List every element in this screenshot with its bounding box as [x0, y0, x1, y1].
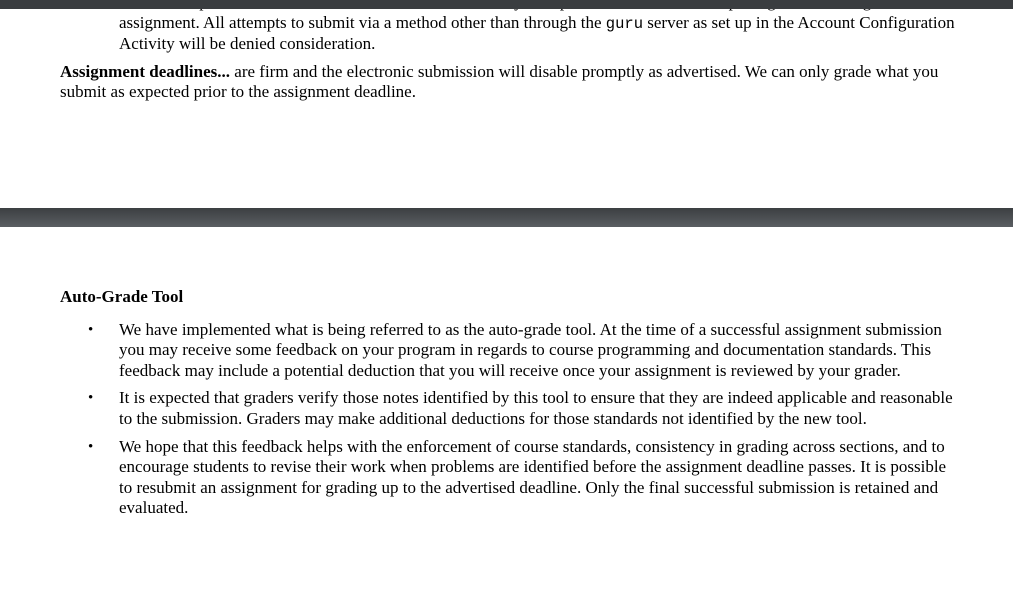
- bullet-list: [0, 320, 1013, 519]
- list-item-text: We hope that this feedback helps with the enforcement of course standards, consistency in grading across sections, and to encourage students to revise their work when problems are identified before the assignment deadline passes. It is possible to resubmit an assignment for grading up to the advertised deadline. Only the final successful submission is retained and evaluated.: [119, 436, 947, 518]
- paragraph: [0, 62, 1013, 103]
- list-item-text: It is expected that graders verify those notes identified by this tool to ensure that they are indeed applicable and reasonable to the submission. Graders may make additional deductions for those standards not identified by the new tool.: [119, 388, 953, 428]
- page-gap: [0, 208, 1013, 227]
- bullet-icon: •: [88, 438, 94, 455]
- bullet-text-part: assignment. All attempts to submit via a method other than through the: [119, 12, 602, 32]
- document-page: [0, 227, 1013, 593]
- bullet-icon: •: [88, 321, 94, 338]
- list-item: [0, 320, 1013, 382]
- paragraph-text: are firm and the electronic submission will disable promptly as advertised. We can only grade what you submit as expected prior to the assignment deadline.: [60, 61, 939, 102]
- inline-heading: Assignment deadlines...: [60, 61, 231, 81]
- code-text: guru: [605, 14, 644, 33]
- document-page: [0, 0, 1013, 208]
- list-item: [0, 388, 1013, 429]
- bullet-text-part: server as set up in the Account Configuration Activity will be denied consideration.: [119, 12, 955, 54]
- list-item: [0, 437, 1013, 519]
- list-item-text: We have implemented what is being referred to as the auto-grade tool. At the time of a successful assignment submission you may receive some feedback on your program in regards to course programming and documentation standards. This feedback may include a potential deduction that you will receive once your assignment is reviewed by your grader.: [119, 319, 942, 380]
- section-title: Auto-Grade Tool: [60, 287, 184, 306]
- viewer-toolbar-edge: [0, 0, 1013, 9]
- bullet-icon: •: [88, 390, 94, 407]
